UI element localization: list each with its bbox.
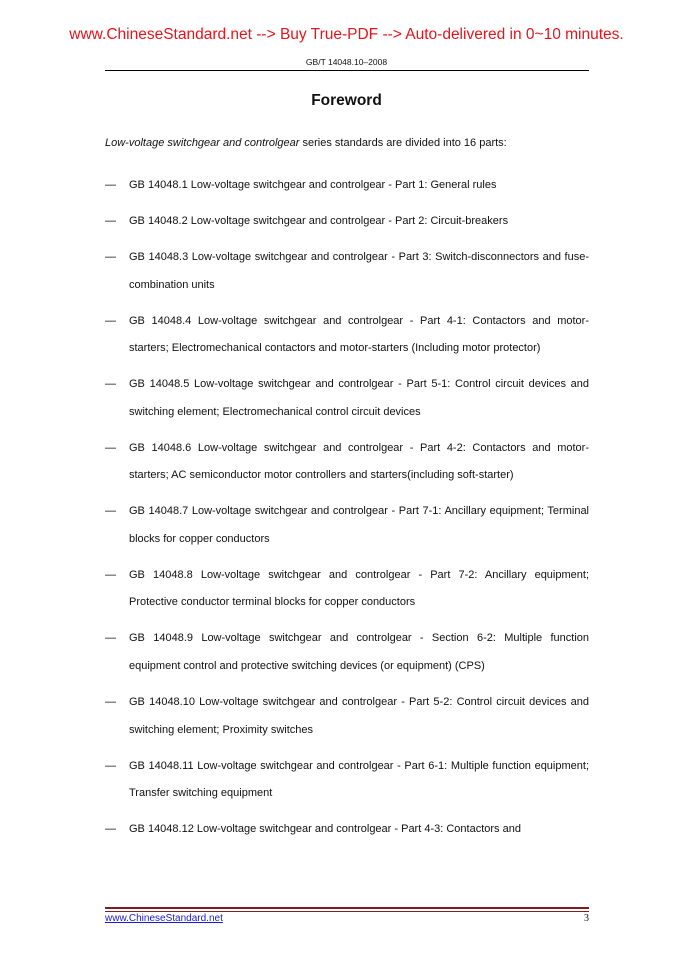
footer-rule-thick: [105, 907, 589, 909]
dash-marker: —: [105, 823, 116, 836]
list-item-text: GB 14048.11 Low-voltage switchgear and controlgear - Part 6-1: Multiple function equipment; Transfer switching equipment: [129, 759, 589, 800]
list-item: [105, 308, 589, 363]
dash-marker: —: [105, 314, 116, 327]
banner-link[interactable]: www.ChineseStandard.net --> Buy True-PDF --> Auto-delivered in 0~10 minutes.: [69, 26, 624, 43]
intro-paragraph: [105, 136, 589, 150]
list-item: [105, 753, 589, 808]
dash-marker: —: [105, 441, 116, 454]
list-item-text: GB 14048.9 Low-voltage switchgear and controlgear - Section 6-2: Multiple function equipment control and protective switching devices (or equipment) (CPS): [129, 632, 589, 673]
dash-marker: —: [105, 696, 116, 709]
dash-marker: —: [105, 250, 116, 263]
list-item-text: GB 14048.8 Low-voltage switchgear and controlgear - Part 7-2: Ancillary equipment; Protective conductor terminal blocks for copper conductors: [129, 568, 589, 609]
list-item: [105, 816, 589, 844]
dash-marker: —: [105, 214, 116, 227]
list-item-text: GB 14048.2 Low-voltage switchgear and controlgear - Part 2: Circuit-breakers: [129, 214, 509, 227]
list-item-text: GB 14048.6 Low-voltage switchgear and controlgear - Part 4-2: Contactors and motor-starters; AC semiconductor motor controllers and starters(including soft-starter): [129, 441, 589, 482]
header-standard-id: GB/T 14048.10–2008: [305, 57, 388, 67]
list-item-text: GB 14048.4 Low-voltage switchgear and controlgear - Part 4-1: Contactors and motor-starters; Electromechanical contactors and motor-starters (Including motor protector): [129, 314, 589, 355]
dash-marker: —: [105, 179, 116, 191]
list-item-text: GB 14048.5 Low-voltage switchgear and controlgear - Part 5-1: Control circuit devices and switching element; Electromechanical control circuit devices: [129, 378, 589, 418]
dash-marker: —: [105, 632, 116, 645]
dash-marker: —: [105, 378, 116, 391]
list-item: [105, 625, 589, 680]
list-item-text: GB 14048.12 Low-voltage switchgear and controlgear - Part 4-3: Contactors and: [129, 823, 521, 836]
list-item-text: GB 14048.10 Low-voltage switchgear and controlgear - Part 5-2: Control circuit devices and switching element; Proximity switches: [129, 696, 589, 736]
list-item: [105, 371, 589, 426]
list-item: [105, 435, 589, 490]
standards-list: [105, 172, 589, 852]
list-item: [105, 689, 589, 744]
page-title: Foreword: [311, 92, 382, 109]
list-item-text: GB 14048.3 Low-voltage switchgear and controlgear - Part 3: Switch-disconnectors and fuse-combination units: [129, 250, 589, 291]
dash-marker: —: [105, 505, 116, 518]
intro-rest: series standards are divided into 16 parts:: [299, 137, 507, 149]
dash-marker: —: [105, 568, 116, 581]
dash-marker: —: [105, 759, 116, 772]
list-item: [105, 562, 589, 617]
footer-rule-thin: [105, 911, 589, 912]
list-item: [105, 498, 589, 553]
page-number: 3: [584, 913, 589, 924]
list-item: [105, 244, 589, 299]
series-title: Low-voltage switchgear and controlgear: [105, 137, 300, 149]
list-item-text: GB 14048.7 Low-voltage switchgear and controlgear - Part 7-1: Ancillary equipment; Terminal blocks for copper conductors: [129, 505, 589, 545]
footer-site-link[interactable]: www.ChineseStandard.net: [105, 913, 223, 924]
header-rule: [105, 70, 589, 71]
list-item: [105, 208, 589, 236]
list-item-text: GB 14048.1 Low-voltage switchgear and controlgear - Part 1: General rules: [129, 179, 497, 191]
list-item: [105, 172, 589, 200]
